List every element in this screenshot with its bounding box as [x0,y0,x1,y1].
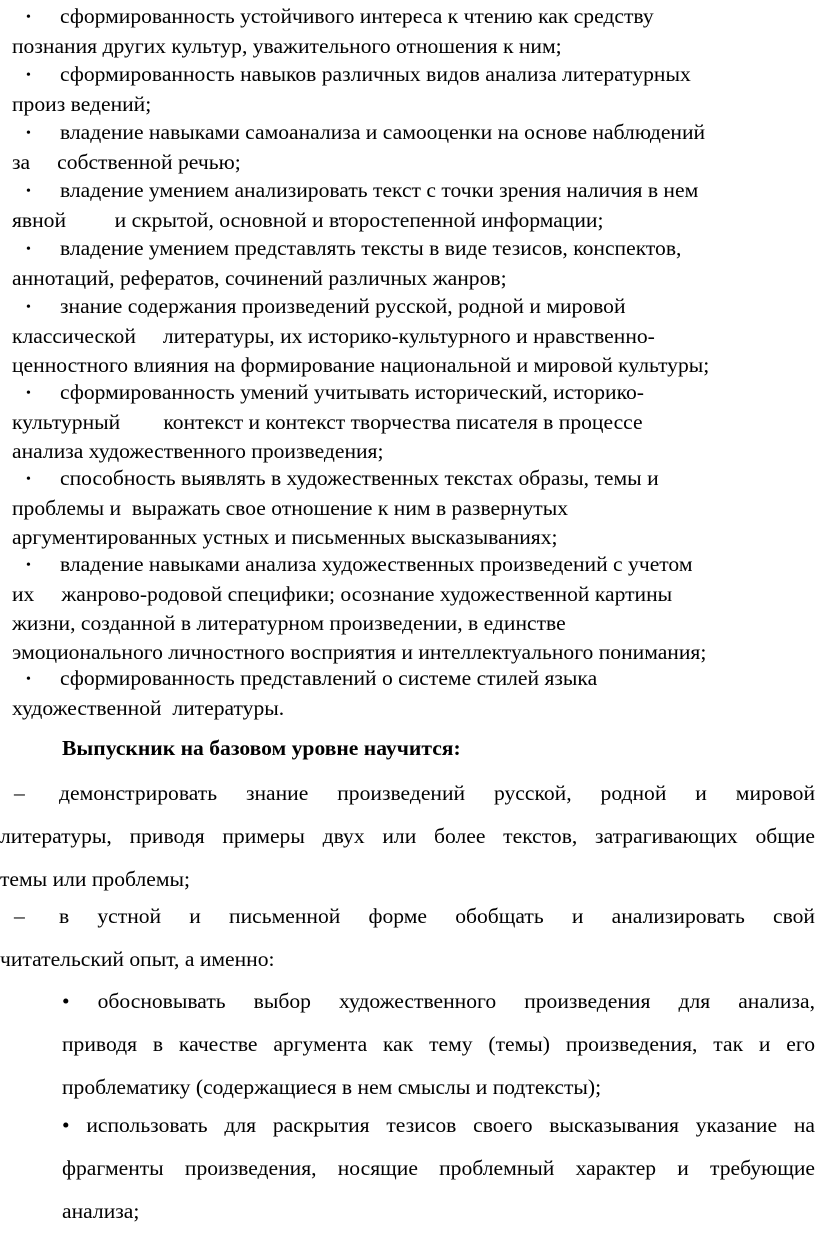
list-item-text: в устной и письменной форме обобщать и анализировать свой [59,904,815,928]
list-item-text: познания других культур, уважительного отношения к ним; [12,34,562,58]
list-item-text: сформированность устойчивого интереса к чтению как средству [60,4,654,28]
list-item [12,664,812,723]
list-item-text: сформированность умений учитывать исторический, историко- [60,380,644,404]
list-item-text: • обосновывать выбор художественного произведения для анализа, [62,989,815,1013]
list-item-text: сформированность представлений о системе стилей языка [60,666,598,690]
bullet-icon: • [26,386,31,401]
list-item [12,234,812,293]
bullet-icon: • [26,558,31,573]
list-item-text: способность выявлять в художественных текстах образы, темы и [60,466,659,490]
list-item-text: владение умением представлять тексты в виде тезисов, конспектов, [60,236,682,260]
list-item-text: знание содержания произведений русской, родной и мировой [60,294,626,318]
bullet-icon: • [26,68,31,83]
list-item [12,292,812,380]
section-heading: Выпускник на базовом уровне научится: [62,736,461,760]
bullet-icon: • [26,10,31,25]
list-item-text: анализа; [62,1199,140,1223]
list-item-text: владение навыками самоанализа и самооценки на основе наблюдений [60,120,706,144]
list-item-text: проблемы и выражать свое отношение к ним в развернутых [12,496,568,520]
dash-icon: – [14,904,25,928]
list-item-text: владение умением анализировать текст с точки зрения наличия в нем [60,178,699,202]
list-item [12,176,812,235]
dash-icon: – [14,781,25,805]
bullet-icon: • [26,472,31,487]
dash-list-item [0,895,815,981]
list-item-text: проблематику (содержащиеся в нем смыслы и подтексты); [62,1075,602,1099]
bullet-icon: • [26,184,31,199]
list-item-text: анализа художественного произведения; [12,439,384,463]
list-item-text: демонстрировать знание произведений русской, родной и мировой [59,781,815,805]
list-item [12,550,812,667]
list-item-text: аннотаций, рефератов, сочинений различных жанров; [12,266,507,290]
sub-list-item [62,1104,815,1233]
list-item-text: классической литературы, их историко-культурного и нравственно- [12,324,655,348]
list-item-text: литературы, приводя примеры двух или более текстов, затрагивающих общие [0,824,815,848]
list-item-text: произ ведений; [12,92,152,116]
list-item-text: аргументированных устных и письменных высказываниях; [12,525,558,549]
dash-list-item [0,772,815,901]
bullet-icon: • [26,672,31,687]
list-item-text: художественной литературы. [12,696,285,720]
list-item [12,60,812,119]
list-item-text: читательский опыт, а именно: [0,947,275,971]
list-item-text: владение навыками анализа художественных произведений с учетом [60,552,693,576]
list-item-text: их жанрово-родовой специфики; осознание художественной картины [12,582,673,606]
list-item-text: фрагменты произведения, носящие проблемный характер и требующие [62,1156,815,1180]
list-item-text: культурный контекст и контекст творчества писателя в процессе [12,410,643,434]
bullet-icon: • [26,126,31,141]
bullet-icon: • [26,300,31,315]
list-item-text: сформированность навыков различных видов анализа литературных [60,62,691,86]
list-item-text: темы или проблемы; [0,867,191,891]
list-item-text: • использовать для раскрытия тезисов своего высказывания указание на [62,1113,815,1137]
list-item-text: за собственной речью; [12,150,241,174]
list-item [12,118,812,177]
list-item-text: явной и скрытой, основной и второстепенной информации; [12,208,604,232]
list-item-text: ценностного влияния на формирование национальной и мировой культуры; [12,353,710,377]
list-item-text: приводя в качестве аргумента как тему (темы) произведения, так и его [62,1032,815,1056]
list-item [12,2,812,61]
list-item-text: эмоционального личностного восприятия и интеллектуального понимания; [12,640,707,664]
bullet-icon: • [26,242,31,257]
list-item [12,464,812,552]
sub-list-item [62,980,815,1109]
list-item [12,378,812,466]
list-item-text: жизни, созданной в литературном произведении, в единстве [12,611,566,635]
